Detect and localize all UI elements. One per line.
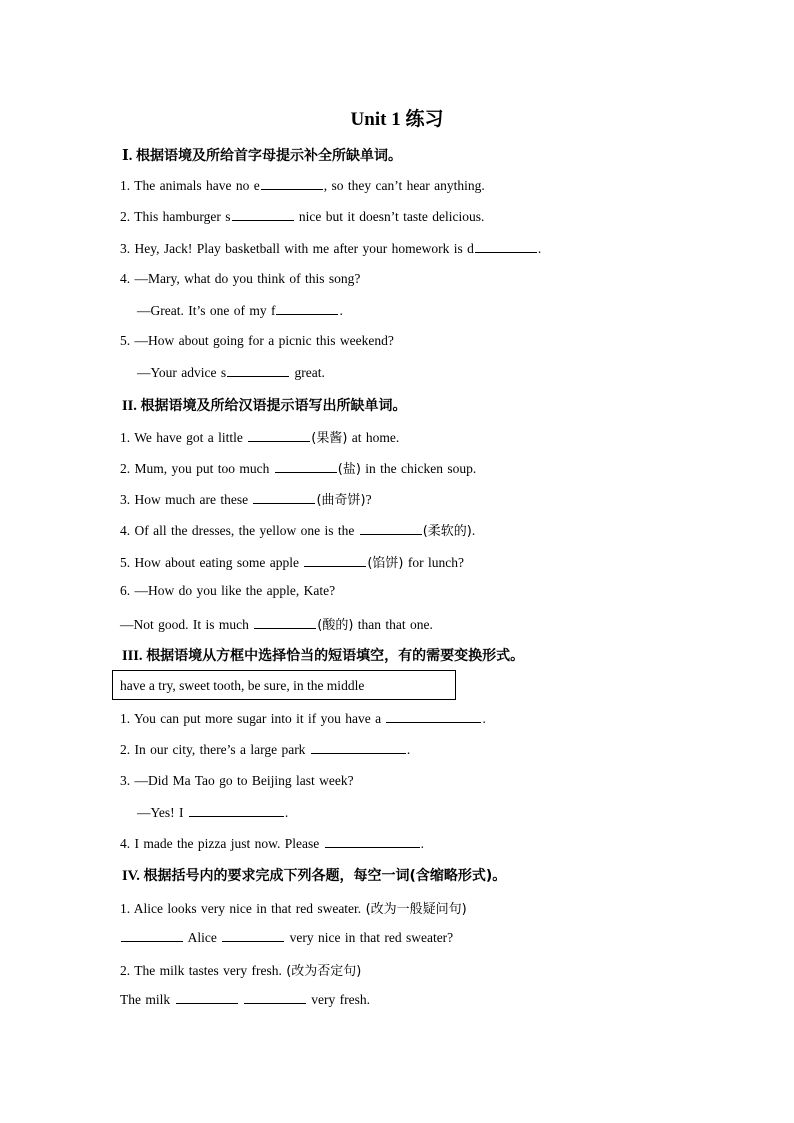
section-heading-3 [122, 645, 524, 665]
question-line: 2. The milk tastes very fresh. (改为否定句) [120, 963, 362, 979]
answer-blank[interactable] [261, 177, 323, 190]
answer-blank[interactable] [254, 616, 316, 629]
section-heading-2 [122, 395, 407, 415]
answer-blank[interactable] [386, 710, 481, 723]
question-line: 5. —How about going for a picnic this weekend? [120, 333, 394, 348]
question-line: 2. This hamburger s nice but it doesn’t taste delicious. [120, 209, 485, 224]
question-line: 1. Alice looks very nice in that red sweater. (改为一般疑问句) [120, 901, 467, 917]
phrase-box [112, 670, 456, 700]
answer-blank[interactable] [475, 240, 537, 253]
section-numeral: III. [122, 648, 143, 664]
question-line: 3. How much are these (曲奇饼)? [120, 492, 372, 508]
section-numeral: IV. [122, 868, 140, 884]
question-line: 4. Of all the dresses, the yellow one is the (柔软的). [120, 523, 476, 539]
section-heading-1 [122, 145, 402, 165]
question-line: The milk very fresh. [120, 992, 370, 1007]
answer-blank[interactable] [360, 522, 422, 535]
section-instruction: 根据语境从方框中选择恰当的短语填空，有的需要变换形式。 [146, 648, 525, 664]
answer-blank[interactable] [176, 991, 238, 1004]
section-numeral: II. [122, 398, 137, 414]
question-line: —Your advice s great. [137, 365, 325, 380]
question-line: 4. I made the pizza just now. Please . [120, 836, 424, 851]
section-heading-4 [122, 865, 506, 885]
question-line: 3. —Did Ma Tao go to Beijing last week? [120, 773, 354, 788]
question-line: 4. —Mary, what do you think of this song? [120, 271, 361, 286]
question-line: 2. In our city, there’s a large park . [120, 742, 411, 757]
answer-blank[interactable] [311, 741, 406, 754]
question-line: Alice very nice in that red sweater? [120, 929, 453, 946]
section-instruction: 根据语境及所给首字母提示补全所缺单词。 [136, 148, 403, 164]
answer-blank[interactable] [244, 991, 306, 1004]
section-instruction: 根据括号内的要求完成下列各题，每空一词(含缩略形式)。 [143, 868, 507, 884]
answer-blank[interactable] [232, 208, 294, 221]
page-title: Unit 1 练习 [350, 109, 444, 130]
question-line: 5. How about eating some apple (馅饼) for lunch? [120, 555, 464, 571]
answer-blank[interactable] [248, 429, 310, 442]
question-line: —Yes! I . [137, 805, 289, 820]
answer-blank[interactable] [325, 835, 420, 848]
question-line: —Not good. It is much (酸的) than that one. [120, 617, 433, 633]
phrase-list: have a try, sweet tooth, be sure, in the middle [120, 678, 365, 693]
question-line: 1. We have got a little (果酱) at home. [120, 430, 400, 446]
section-instruction: 根据语境及所给汉语提示语写出所缺单词。 [140, 398, 407, 414]
answer-blank[interactable] [121, 929, 183, 942]
answer-blank[interactable] [275, 460, 337, 473]
question-line: 1. The animals have no e , so they can’t hear anything. [120, 178, 485, 193]
section-numeral: Ⅰ. [122, 148, 133, 164]
answer-blank[interactable] [304, 554, 366, 567]
question-line: 2. Mum, you put too much (盐) in the chicken soup. [120, 461, 477, 477]
question-line: 3. Hey, Jack! Play basketball with me after your homework is d . [120, 241, 542, 256]
answer-blank[interactable] [253, 491, 315, 504]
question-line: 6. —How do you like the apple, Kate? [120, 583, 336, 598]
question-line: —Great. It’s one of my f . [137, 303, 343, 318]
answer-blank[interactable] [227, 364, 289, 377]
question-line: 1. You can put more sugar into it if you have a . [120, 711, 486, 726]
answer-blank[interactable] [189, 804, 284, 817]
answer-blank[interactable] [276, 302, 338, 315]
answer-blank[interactable] [222, 929, 284, 942]
